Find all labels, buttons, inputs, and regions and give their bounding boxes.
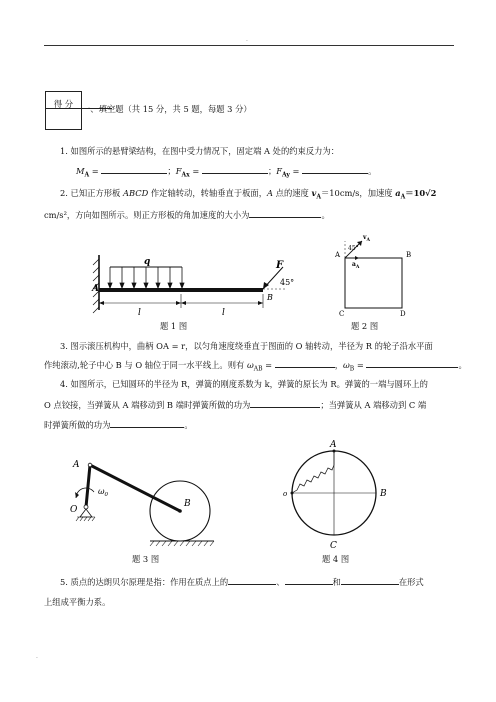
q3-end: 。 xyxy=(458,360,467,370)
q3-line1: 3. 图示滚压机构中，曲柄 OA = r，以匀角速度绕垂直于图面的 O 轴转动，半径为 R 的轮子沿水平面 xyxy=(60,341,433,351)
fig2-a-label: A xyxy=(335,251,341,259)
q2-sqrt: √2 xyxy=(425,188,437,198)
q5-line2: 上组成平衡力系。 xyxy=(44,597,111,607)
q2-a-point: A xyxy=(267,188,274,198)
ground-hatch xyxy=(150,541,214,546)
fig2-d-label: D xyxy=(400,310,406,318)
fig3-a-label: A xyxy=(73,460,80,470)
q1-ma-sub: A xyxy=(84,171,90,179)
q2-text-c: 点的速度 xyxy=(273,188,312,198)
q2-blank[interactable] xyxy=(249,209,321,218)
q2-line1 xyxy=(60,188,436,203)
q2-line2-text: cm/s²，方向如图所示。则正方形板的角加速度的大小为 xyxy=(44,210,250,220)
q5-line1 xyxy=(60,576,424,588)
q3-omega-ab: ω xyxy=(246,360,254,370)
q3-omega-ab-blank[interactable] xyxy=(275,359,335,368)
q5-text-b: 在形式 xyxy=(398,577,424,587)
beam xyxy=(99,288,263,292)
fig1-l1-label: l xyxy=(138,308,141,318)
figure-1 xyxy=(90,250,310,330)
q2-text-d: ＝10cm/s，加速度 xyxy=(320,188,396,198)
fig2-va-label: $v_A$ xyxy=(363,234,370,243)
omega-arc xyxy=(76,488,94,498)
q3-line2-text: 作纯滚动,轮子中心 B 与 O 轴位于同一水平线上。则有 xyxy=(44,360,247,370)
q4-line3-text: 时弹簧所做的功为 xyxy=(44,420,111,430)
fig1-angle-label: 45° xyxy=(280,278,295,287)
q1-fax-blank[interactable] xyxy=(202,165,268,174)
pivot-support xyxy=(80,509,92,517)
q1-eq1: = xyxy=(89,166,102,176)
crank-oa xyxy=(86,465,90,507)
q2-va-sub: A xyxy=(316,193,321,201)
q4-line2-text-a: O 点铰接，当弹簧从 A 端移动到 B 端时弹簧所做的功为 xyxy=(44,400,251,410)
score-box-score-cell[interactable] xyxy=(46,109,81,129)
q4-blank-ac[interactable] xyxy=(110,419,184,428)
q1-ma-blank[interactable] xyxy=(101,165,167,174)
fig2-c-label: C xyxy=(339,310,345,318)
header-rule xyxy=(44,45,454,46)
figure-4 xyxy=(280,437,390,549)
q1-answer-line xyxy=(76,165,376,181)
q5-text-a: 5. 质点的达朗贝尔原理是指：作用在质点上的 xyxy=(60,577,229,587)
q1-fay-label: F xyxy=(276,166,283,176)
q5-blank-3[interactable] xyxy=(341,576,399,585)
score-box xyxy=(45,91,82,130)
q1-semi2: ； xyxy=(267,166,277,176)
q2-aa: a xyxy=(395,188,401,198)
q5-blank-2[interactable] xyxy=(285,576,333,585)
q3-omega-b-blank[interactable] xyxy=(366,359,458,368)
q3-eq1: = xyxy=(262,360,275,370)
q1-fay-sub: Ay xyxy=(282,171,290,179)
footer-dot: . xyxy=(36,653,38,660)
q2-line2 xyxy=(44,209,330,221)
q4-line2 xyxy=(44,399,426,411)
fig4-a-label: A xyxy=(330,440,337,450)
q4-blank-ab[interactable] xyxy=(250,399,320,408)
q3-omega-ab-sub: AB xyxy=(253,365,263,373)
score-box-label-cell xyxy=(46,92,81,109)
fig2-angle-label: 45° xyxy=(348,245,359,252)
q1-end: 。 xyxy=(368,166,377,176)
fig1-q-label: q xyxy=(144,257,151,267)
dimension-lines xyxy=(99,294,263,308)
fig1-f-label: F xyxy=(276,260,284,271)
q4-line3 xyxy=(44,419,193,431)
q1-fay-blank[interactable] xyxy=(302,165,368,174)
fig1-caption: 题 1 图 xyxy=(160,321,188,331)
fig1-b-label: B xyxy=(267,293,273,302)
q1-text: 1. 如图所示的悬臂梁结构，在图中受力情况下，固定端 A 处的约束反力为： xyxy=(60,146,340,156)
q1-eq3: = xyxy=(289,166,303,176)
q5-blank-1[interactable] xyxy=(228,576,276,585)
q2-text-b: 作定轴转动，转轴垂直于板面， xyxy=(148,188,268,198)
q2-va: v xyxy=(311,188,317,198)
load-arrows xyxy=(108,267,184,288)
joint-b xyxy=(178,509,182,513)
q1-fax-label: F xyxy=(175,166,182,176)
fig2-aa-label: $a_A$ xyxy=(352,261,360,270)
header-dot: . xyxy=(246,36,248,43)
fig2-b-label: B xyxy=(406,251,412,259)
q3-comma: ， xyxy=(334,360,344,370)
aa-arrowhead xyxy=(355,256,359,260)
fig4-o-label: o xyxy=(283,490,288,498)
q1-ma-label: M xyxy=(76,166,85,176)
q5-sep1: 、 xyxy=(276,577,285,587)
q3-omega-b: ω xyxy=(343,360,350,370)
section-title: 一、填空题（共 15 分，共 5 题，每题 3 分） xyxy=(82,104,252,114)
q3-eq2: = xyxy=(354,360,367,370)
figure-3 xyxy=(64,450,234,550)
score-box-label: 得 分 xyxy=(53,99,74,109)
q4-line2-text-b: ；当弹簧从 A 端移动到 C 端 xyxy=(320,400,427,410)
q4-line1: 4. 如图所示，已知圆环的半径为 R，弹簧的刚度系数为 k，弹簧的原长为 R。弹簧的一端与圆环上的 xyxy=(60,379,428,389)
q1-fax-sub: Ax xyxy=(181,171,190,179)
fig3-o-label: O xyxy=(70,505,78,515)
point-o xyxy=(291,492,294,495)
q2-abcd: ABCD xyxy=(122,188,149,198)
fig1-l2-label: l xyxy=(222,308,225,318)
q2-text-a: 2. 已知正方形板 xyxy=(60,188,123,198)
fig3-caption: 题 3 图 xyxy=(132,554,160,564)
figure-2 xyxy=(330,228,420,320)
fig2-caption: 题 2 图 xyxy=(351,321,379,331)
q4-end: 。 xyxy=(184,420,193,430)
joint-a xyxy=(88,463,92,467)
q3-omega-b-sub: B xyxy=(349,365,355,373)
q2-aa-sub: A xyxy=(400,193,406,201)
fig4-c-label: C xyxy=(330,541,337,551)
fig1-a-label: A xyxy=(92,284,99,294)
q3-line2 xyxy=(44,359,467,375)
q2-text-e: ＝10 xyxy=(405,188,426,198)
fig3-b-label: B xyxy=(184,499,191,509)
q5-sep2: 和 xyxy=(332,577,341,587)
q1-eq2: = xyxy=(189,166,202,176)
q2-end: 。 xyxy=(321,210,330,220)
pivot-hatch xyxy=(76,517,95,521)
fig3-omega-label: $\omega_0$ xyxy=(98,487,109,498)
fig4-b-label: B xyxy=(380,489,387,499)
fig4-caption: 题 4 图 xyxy=(322,554,350,564)
q1-semi1: ； xyxy=(167,166,176,176)
